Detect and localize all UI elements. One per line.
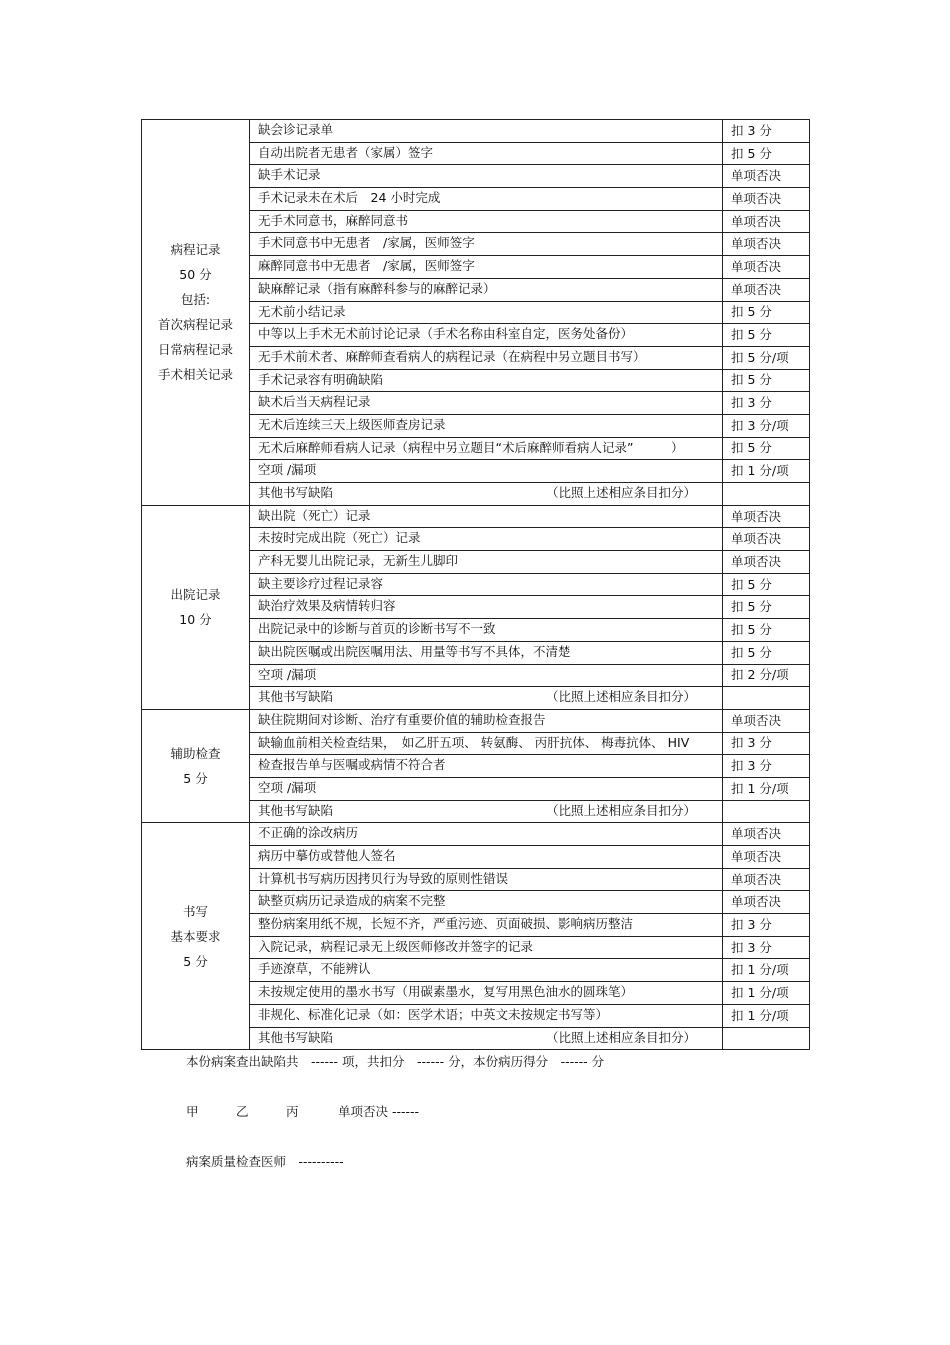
item-cell [250, 324, 723, 347]
item-text: 缺手术记录 [258, 167, 321, 183]
table-row [142, 505, 810, 528]
item-cell [250, 596, 723, 619]
item-text: 计算机书写病历因拷贝行为导致的原则性错误 [258, 870, 509, 886]
item-wrap [258, 846, 722, 868]
item-note: （比照上述相应条目扣分） [546, 802, 697, 818]
item-wrap [258, 778, 722, 800]
deduction-cell: 扣 1 分/项 [723, 1004, 810, 1027]
item-wrap [258, 755, 722, 777]
item-wrap [258, 596, 722, 618]
deduction-cell: 扣 5 分/项 [723, 346, 810, 369]
item-cell [250, 256, 723, 279]
item-cell [250, 301, 723, 324]
item-cell [250, 687, 723, 710]
deduction-cell: 单项否决 [723, 846, 810, 869]
item-wrap [258, 891, 722, 913]
item-wrap [258, 483, 722, 505]
deduction-cell: 扣 5 分 [723, 619, 810, 642]
category-line: 病程记录 [170, 242, 221, 258]
item-wrap [258, 869, 722, 891]
item-cell [250, 755, 723, 778]
item-note: （比照上述相应条目扣分） [546, 1029, 697, 1045]
item-cell [250, 142, 723, 165]
category-line: 出院记录 [170, 587, 221, 603]
item-cell [250, 823, 723, 846]
item-text: 缺出院医嘱或出院医嘱用法、用量等书写不具体，不清楚 [258, 643, 571, 659]
item-wrap [258, 120, 722, 142]
deduction-cell: 扣 3 分 [723, 392, 810, 415]
deduction-cell: 扣 5 分 [723, 573, 810, 596]
category-cell [142, 505, 250, 709]
item-text: 缺输血前相关检查结果， 如乙肝五项、 转氨酶、 丙肝抗体、 梅毒抗体、 HIV [258, 734, 690, 750]
item-wrap [258, 392, 722, 414]
item-cell [250, 392, 723, 415]
item-text: 病历中摹仿或替他人签名 [258, 848, 396, 863]
deduction-cell: 扣 5 分 [723, 641, 810, 664]
item-cell [250, 777, 723, 800]
grade-a: 甲 [186, 1104, 199, 1119]
table-row [142, 823, 810, 846]
deduction-cell: 扣 1 分/项 [723, 982, 810, 1005]
item-text: 缺术后当天病程记录 [258, 394, 371, 410]
deduction-cell: 单项否决 [723, 233, 810, 256]
item-cell [250, 732, 723, 755]
deduction-cell: 扣 1 分/项 [723, 777, 810, 800]
item-wrap [258, 302, 722, 324]
category-line: 50 分 [179, 267, 212, 283]
item-wrap [258, 256, 722, 278]
item-text: 缺主要诊疗过程记录容 [258, 575, 384, 591]
category-cell [142, 823, 250, 1050]
item-cell [250, 165, 723, 188]
item-cell [250, 460, 723, 483]
category-line: 基本要求 [170, 928, 221, 944]
item-wrap [258, 1005, 722, 1027]
inspector-line: 病案质量检查医师 ---------- [186, 1154, 344, 1169]
item-text: 出院记录中的诊断与首页的诊断书写不一致 [258, 621, 496, 637]
category-line: 包括: [180, 292, 211, 308]
deduction-cell: 扣 5 分 [723, 142, 810, 165]
item-wrap [258, 415, 722, 437]
category-line: 书写 [182, 903, 208, 919]
deduction-cell: 单项否决 [723, 165, 810, 188]
item-wrap [258, 506, 722, 528]
item-cell [250, 709, 723, 732]
deduction-cell: 单项否决 [723, 505, 810, 528]
item-cell [250, 188, 723, 211]
deduction-cell: 单项否决 [723, 551, 810, 574]
item-wrap [258, 982, 722, 1004]
item-text: 其他书写缺陷 [258, 1029, 334, 1045]
item-wrap [258, 687, 722, 709]
item-cell [250, 414, 723, 437]
item-text: 未按规定使用的墨水书写（用碳素墨水，复写用黑色油水的圆珠笔） [258, 984, 634, 1000]
item-cell [250, 210, 723, 233]
item-wrap [258, 279, 722, 301]
item-text: 麻醉同意书中无患者 /家属，医师签字 [258, 258, 475, 274]
item-text: 检查报告单与医嘱或病情不符合者 [258, 757, 446, 773]
deduction-cell: 单项否决 [723, 891, 810, 914]
deduction-cell: 扣 3 分 [723, 936, 810, 959]
item-wrap [258, 551, 722, 573]
item-cell [250, 120, 723, 143]
item-cell [250, 641, 723, 664]
item-wrap [258, 619, 722, 641]
item-text: 其他书写缺陷 [258, 689, 334, 705]
item-text: 无术后麻醉师看病人记录（病程中另立题目“术后麻醉师看病人记录” ） [258, 439, 684, 455]
item-text: 缺麻醉记录（指有麻醉科参与的麻醉记录） [258, 280, 496, 296]
table-row [142, 120, 810, 143]
deduction-cell: 扣 3 分 [723, 755, 810, 778]
item-cell [250, 528, 723, 551]
deduction-cell: 单项否决 [723, 278, 810, 301]
item-wrap [258, 733, 722, 755]
deduction-cell: 单项否决 [723, 709, 810, 732]
deduction-cell: 扣 5 分 [723, 324, 810, 347]
item-wrap [258, 233, 722, 255]
category-line: 手术相关记录 [157, 367, 233, 383]
item-wrap [258, 574, 722, 596]
item-text: 入院记录，病程记录无上级医师修改并签字的记录 [258, 938, 534, 954]
item-cell [250, 664, 723, 687]
deduction-cell [723, 687, 810, 710]
deduction-cell: 扣 3 分 [723, 732, 810, 755]
category-line: 辅助检查 [170, 746, 221, 762]
item-cell [250, 914, 723, 937]
category-line: 首次病程记录 [157, 317, 233, 333]
veto-label: 单项否决 ------ [338, 1104, 420, 1119]
item-cell [250, 800, 723, 823]
category-line: 日常病程记录 [157, 342, 233, 358]
item-cell [250, 959, 723, 982]
item-cell [250, 346, 723, 369]
item-cell [250, 619, 723, 642]
deduction-cell [723, 800, 810, 823]
deduction-cell: 扣 5 分 [723, 596, 810, 619]
item-note: （比照上述相应条目扣分） [546, 485, 697, 500]
item-wrap [258, 143, 722, 165]
item-wrap [258, 710, 722, 732]
item-wrap [258, 665, 722, 687]
item-wrap [258, 823, 722, 845]
deduction-cell: 单项否决 [723, 188, 810, 211]
item-wrap [258, 438, 722, 460]
item-text: 整份病案用纸不规，长短不齐，严重污迹、页面破损、影响病历整洁 [258, 916, 634, 932]
deduction-cell: 扣 3 分 [723, 120, 810, 143]
table-row [142, 709, 810, 732]
summary-line: 本份病案查出缺陷共 ------ 项，共扣分 ------ 分，本份病历得分 ------ 分 [186, 1054, 605, 1069]
item-cell [250, 437, 723, 460]
deduction-cell [723, 1027, 810, 1050]
deduction-cell: 单项否决 [723, 823, 810, 846]
item-wrap [258, 801, 722, 823]
item-text: 其他书写缺陷 [258, 485, 334, 500]
category-cell [142, 120, 250, 506]
deduction-cell: 扣 1 分/项 [723, 460, 810, 483]
item-text: 手术同意书中无患者 /家属，医师签字 [258, 235, 475, 251]
item-text: 手迹潦草，不能辨认 [258, 961, 371, 977]
item-cell [250, 573, 723, 596]
item-cell [250, 1027, 723, 1050]
item-wrap [258, 460, 722, 482]
deduction-cell: 扣 3 分 [723, 914, 810, 937]
item-cell [250, 982, 723, 1005]
item-note: （比照上述相应条目扣分） [546, 689, 697, 705]
item-cell [250, 369, 723, 392]
item-cell [250, 868, 723, 891]
item-text: 无手术前术者、麻醉师查看病人的病程记录（在病程中另立题目书写） [258, 348, 646, 364]
deduction-cell: 扣 3 分/项 [723, 414, 810, 437]
grading-table [141, 119, 810, 1050]
deduction-cell: 单项否决 [723, 868, 810, 891]
category-line: 10 分 [179, 612, 212, 628]
item-text: 无手术同意书，麻醉同意书 [258, 212, 409, 228]
item-text: 产科无婴儿出院记录，无新生儿脚印 [258, 553, 459, 569]
deduction-cell: 单项否决 [723, 256, 810, 279]
grading-table-body [142, 120, 810, 1050]
item-wrap [258, 165, 722, 187]
item-text: 无术前小结记录 [258, 303, 346, 319]
item-text: 空项 /漏项 [258, 666, 317, 682]
item-text: 空项 /漏项 [258, 779, 317, 795]
item-cell [250, 551, 723, 574]
grade-line [186, 1102, 419, 1120]
item-wrap [258, 1028, 722, 1050]
item-wrap [258, 959, 722, 981]
item-cell [250, 891, 723, 914]
deduction-cell: 扣 5 分 [723, 369, 810, 392]
deduction-cell: 扣 1 分/项 [723, 959, 810, 982]
item-wrap [258, 211, 722, 233]
grade-b: 乙 [236, 1104, 249, 1119]
item-text: 缺治疗效果及病情转归容 [258, 598, 396, 614]
item-text: 无术后连续三天上级医师查房记录 [258, 416, 446, 432]
deduction-cell: 单项否决 [723, 210, 810, 233]
deduction-cell: 扣 5 分 [723, 301, 810, 324]
item-text: 未按时完成出院（死亡）记录 [258, 530, 421, 546]
item-wrap [258, 528, 722, 550]
deduction-cell: 单项否决 [723, 528, 810, 551]
deduction-cell: 扣 2 分/项 [723, 664, 810, 687]
item-wrap [258, 914, 722, 936]
item-wrap [258, 370, 722, 392]
item-wrap [258, 347, 722, 369]
item-wrap [258, 188, 722, 210]
item-text: 自动出院者无患者（家属）签字 [258, 144, 434, 160]
item-cell [250, 846, 723, 869]
item-text: 不正确的涂改病历 [258, 825, 359, 841]
item-cell [250, 233, 723, 256]
category-line: 5 分 [183, 771, 208, 787]
item-cell [250, 278, 723, 301]
deduction-cell [723, 483, 810, 506]
item-text: 缺整页病历记录造成的病案不完整 [258, 893, 446, 909]
category-cell [142, 709, 250, 822]
grade-c: 丙 [286, 1104, 299, 1119]
item-text: 中等以上手术无术前讨论记录（手术名称由科室自定，医务处备份） [258, 326, 634, 342]
item-text: 手术记录容有明确缺陷 [258, 371, 384, 387]
item-text: 缺会诊记录单 [258, 122, 334, 137]
item-text: 缺出院（死亡）记录 [258, 507, 371, 523]
item-cell [250, 936, 723, 959]
deduction-cell: 扣 5 分 [723, 437, 810, 460]
item-text: 非规化、标准化记录（如：医学术语；中英文未按规定书写等） [258, 1006, 609, 1022]
item-wrap [258, 642, 722, 664]
item-cell [250, 505, 723, 528]
item-text: 手术记录未在术后 24 小时完成 [258, 190, 441, 206]
item-text: 其他书写缺陷 [258, 802, 334, 818]
item-cell [250, 1004, 723, 1027]
item-wrap [258, 937, 722, 959]
category-line: 5 分 [183, 953, 208, 969]
item-wrap [258, 324, 722, 346]
item-text: 缺住院期间对诊断、治疗有重要价值的辅助检查报告 [258, 711, 546, 727]
item-cell [250, 483, 723, 506]
item-text: 空项 /漏项 [258, 462, 317, 478]
